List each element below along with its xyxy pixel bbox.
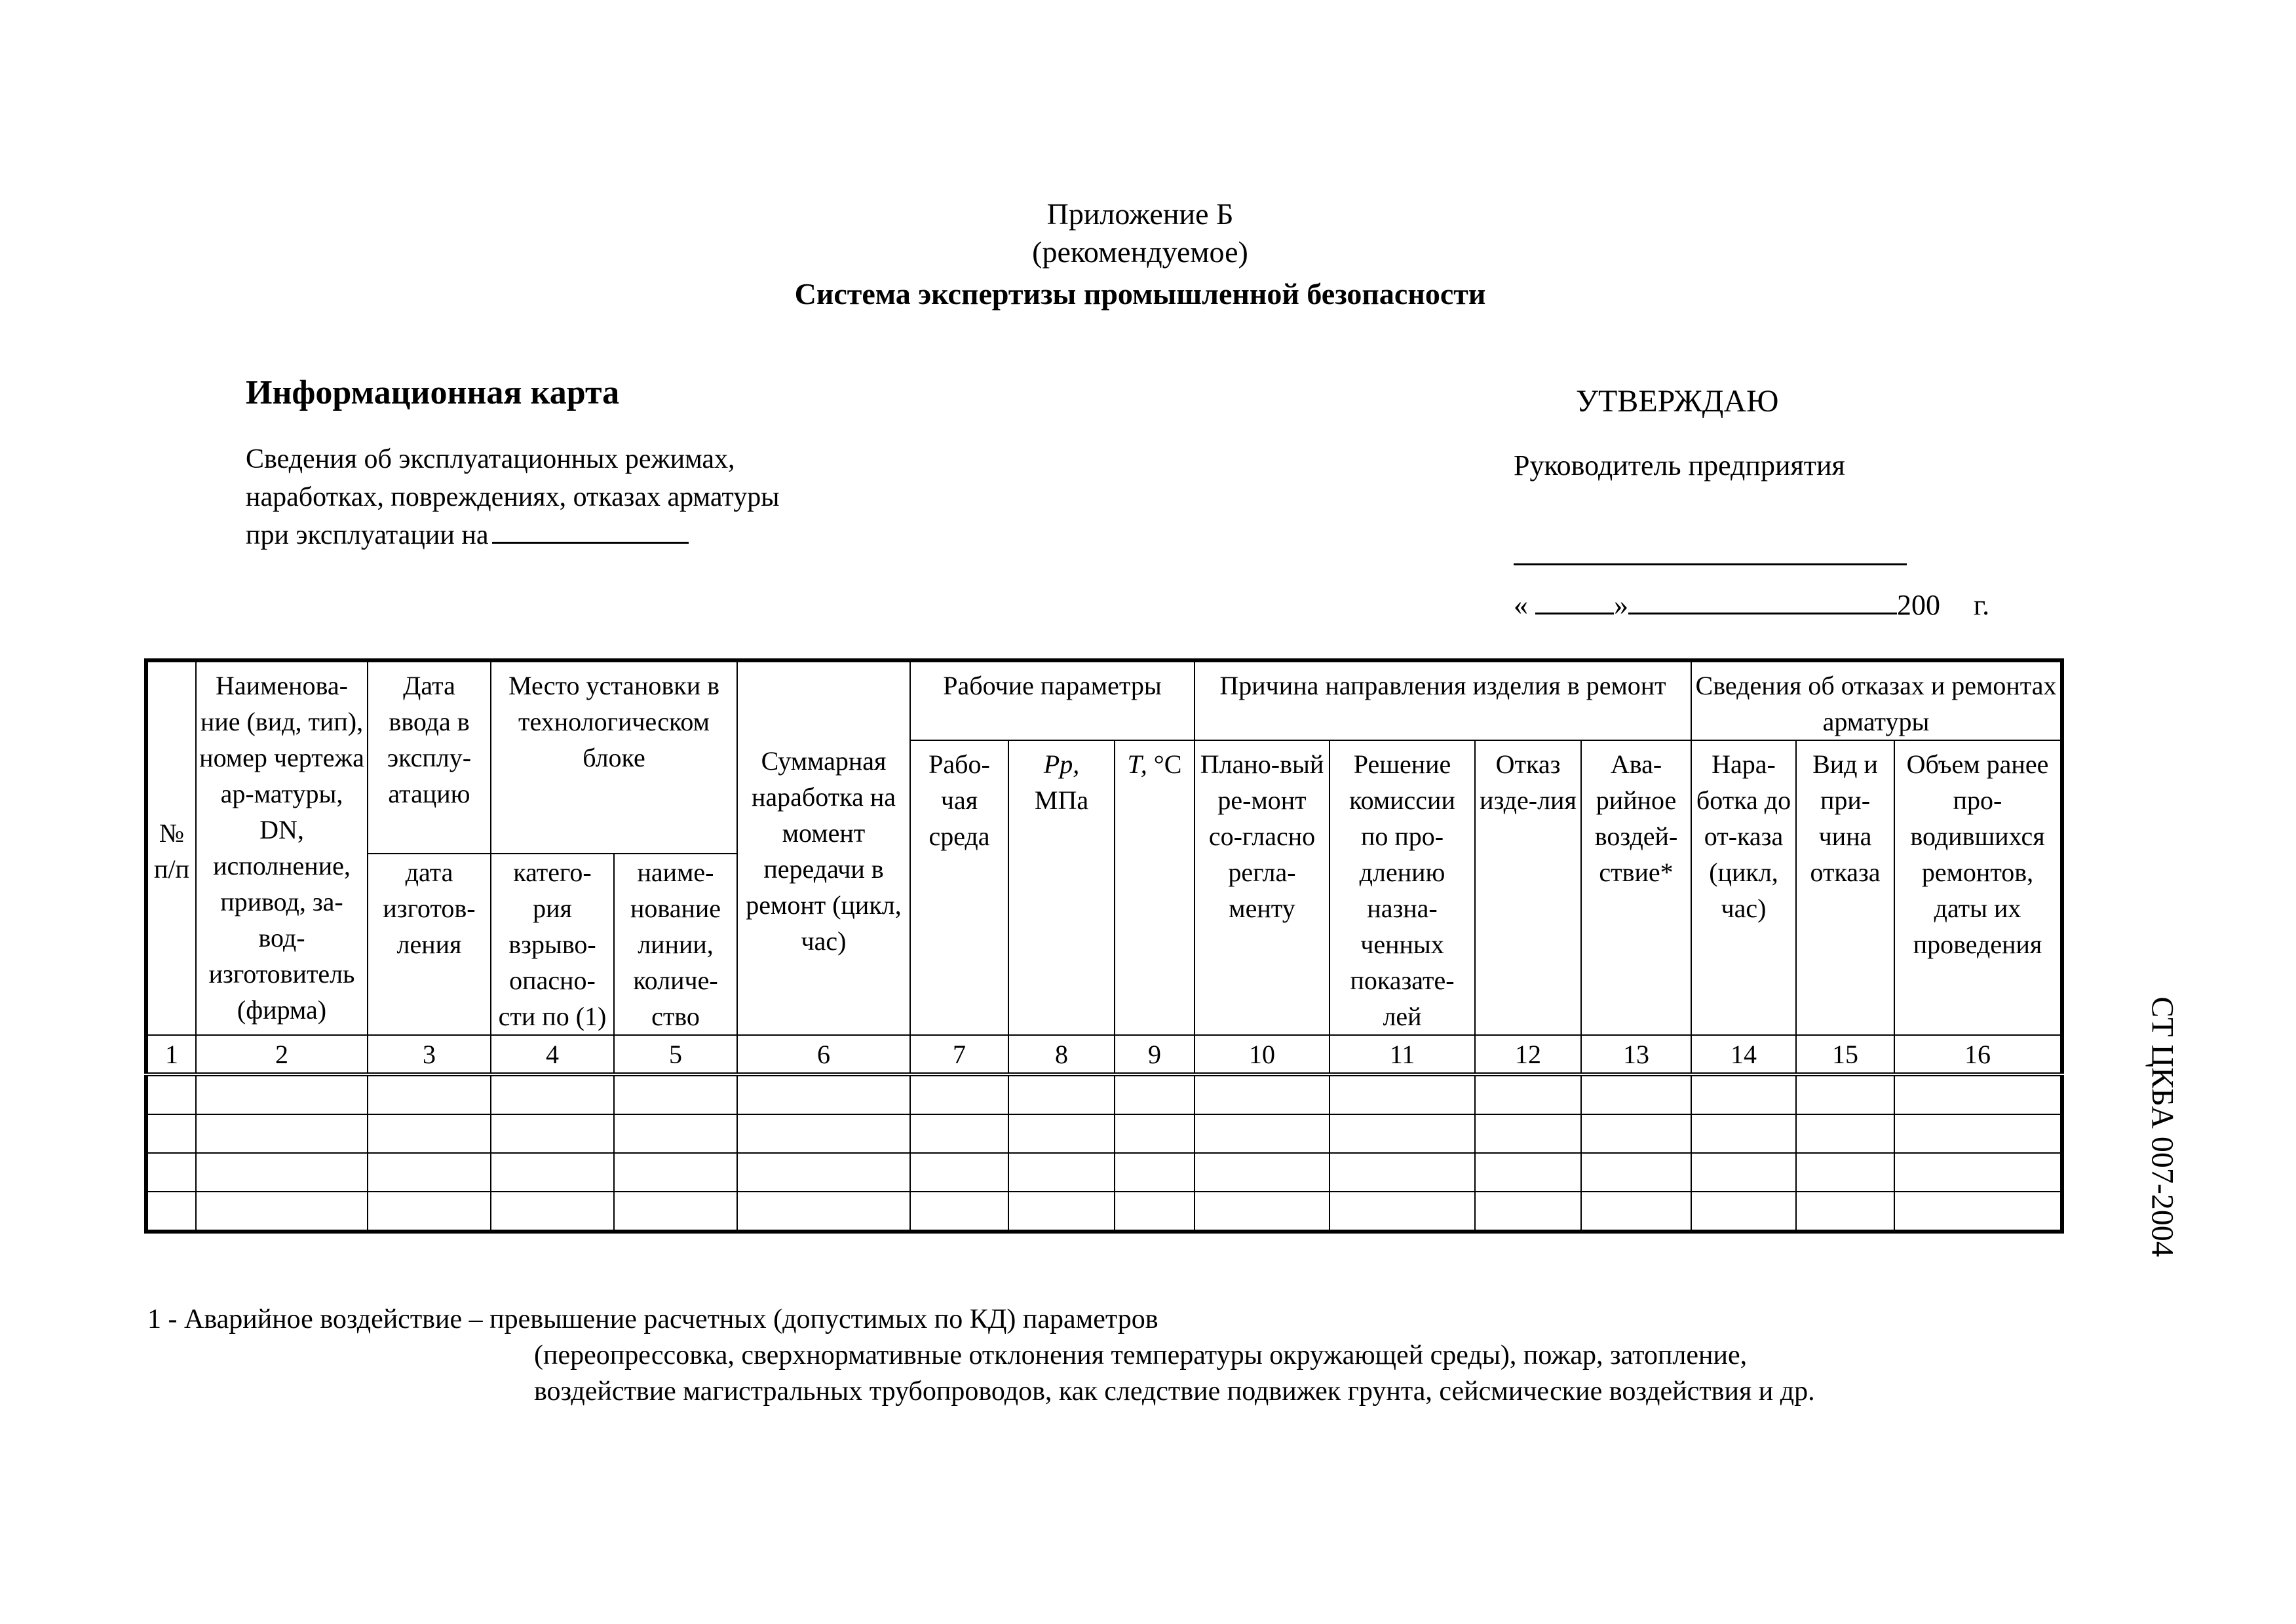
date-open-quote: « <box>1514 589 1528 621</box>
col-number: 1 <box>146 1035 196 1074</box>
table-cell[interactable] <box>146 1192 196 1232</box>
table-cell[interactable] <box>1894 1114 2062 1153</box>
header-failure-info: Сведения об отказах и ремонтах арматуры <box>1691 660 2062 740</box>
card-desc-line-2: наработках, повреждениях, отказах арматуры <box>246 482 780 512</box>
table-cell[interactable] <box>1115 1114 1195 1153</box>
table-cell[interactable] <box>368 1153 491 1192</box>
header-work-medium: Рабо-чая среда <box>910 740 1008 1035</box>
header-planned-repair: Плано-вый ре-монт со-гласно регла-менту <box>1195 740 1330 1035</box>
signature-line[interactable] <box>1514 563 1907 565</box>
table-cell[interactable] <box>146 1153 196 1192</box>
table-cell[interactable] <box>1581 1074 1691 1114</box>
table-cell[interactable] <box>1475 1153 1581 1192</box>
table-row <box>146 1114 2062 1153</box>
card-description <box>246 440 779 554</box>
period-blank-field[interactable] <box>492 519 689 544</box>
table-row <box>146 1192 2062 1232</box>
table-cell[interactable] <box>1195 1192 1330 1232</box>
appendix-status: (рекомендуемое) <box>1032 235 1248 269</box>
table-cell[interactable] <box>910 1074 1008 1114</box>
header-install-place: Место установки в технологическом блоке <box>491 660 737 854</box>
table-cell[interactable] <box>1115 1074 1195 1114</box>
footnote-line-3: воздействие магистральных трубопроводов, как следствие подвижек грунта, сейсмические воздействия и др. <box>534 1376 1815 1407</box>
table-cell[interactable] <box>1796 1153 1894 1192</box>
col-number: 14 <box>1691 1035 1796 1074</box>
col-number: 4 <box>491 1035 614 1074</box>
date-close-quote: » <box>1614 589 1628 621</box>
system-title: Система экспертизы промышленной безопасности <box>794 277 1486 311</box>
table-cell[interactable] <box>1475 1074 1581 1114</box>
col-number: 6 <box>737 1035 910 1074</box>
col-number: 7 <box>910 1035 1008 1074</box>
table-cell[interactable] <box>1008 1074 1115 1114</box>
table-cell[interactable] <box>1581 1192 1691 1232</box>
header-temperature <box>1115 740 1195 1035</box>
date-day-blank[interactable] <box>1535 586 1614 614</box>
approval-role: Руководитель предприятия <box>1514 449 1845 482</box>
header-commission-date: Дата ввода в эксплу-атацию <box>368 660 491 854</box>
temp-unit: °С <box>1153 749 1182 779</box>
table-cell[interactable] <box>1691 1074 1796 1114</box>
header-repair-reason: Причина направления изделия в ремонт <box>1195 660 1691 740</box>
table-cell[interactable] <box>368 1074 491 1114</box>
table-cell[interactable] <box>491 1114 614 1153</box>
header-emergency-impact: Ава-рийное воздей-ствие* <box>1581 740 1691 1035</box>
table-cell[interactable] <box>1475 1192 1581 1232</box>
header-no: № п/п <box>146 660 196 1035</box>
col-number: 5 <box>614 1035 737 1074</box>
table-cell[interactable] <box>614 1153 737 1192</box>
header-name: Наименова-ние (вид, тип), номер чертежа ар-матуры, DN, исполнение, привод, за-вод-изготовитель (фирма) <box>196 660 368 1035</box>
header-line-name: наиме-нование линии, количе-ство <box>614 854 737 1035</box>
header-pressure <box>1008 740 1115 1035</box>
header-commission-decision: Решение комиссии по про-длению назна-ченных показате-лей <box>1330 740 1475 1035</box>
table-cell[interactable] <box>1796 1192 1894 1232</box>
table-cell[interactable] <box>1008 1192 1115 1232</box>
table-cell[interactable] <box>368 1114 491 1153</box>
col-number: 13 <box>1581 1035 1691 1074</box>
table-cell[interactable] <box>196 1192 368 1232</box>
approval-title: УТВЕРЖДАЮ <box>1576 384 1779 419</box>
table-row <box>146 1074 2062 1114</box>
table-cell[interactable] <box>1330 1192 1475 1232</box>
card-desc-line-1: Сведения об эксплуатационных режимах, <box>246 444 735 474</box>
pressure-unit: МПа <box>1034 785 1089 815</box>
footnote-line-2: (переопрессовка, сверхнормативные отклонения температуры окружающей среды), пожар, затопление, <box>534 1340 1748 1370</box>
table-cell[interactable] <box>1115 1192 1195 1232</box>
header-total-runtime: Суммарная наработка на момент передачи в ремонт (цикл, час) <box>737 660 910 1035</box>
col-number: 10 <box>1195 1035 1330 1074</box>
table-cell[interactable] <box>1330 1114 1475 1153</box>
table-cell[interactable] <box>1691 1153 1796 1192</box>
table-cell[interactable] <box>1475 1114 1581 1153</box>
table-cell[interactable] <box>1581 1153 1691 1192</box>
header-manufacture-date: дата изготов-ления <box>368 854 491 1035</box>
date-year: 200 <box>1897 589 1940 621</box>
col-number: 12 <box>1475 1035 1581 1074</box>
date-month-blank[interactable] <box>1628 586 1897 614</box>
table-cell[interactable] <box>1796 1114 1894 1153</box>
table-cell[interactable] <box>1894 1153 2062 1192</box>
header-product-failure: Отказ изде-лия <box>1475 740 1581 1035</box>
table-row <box>146 1153 2062 1192</box>
table-cell[interactable] <box>146 1074 196 1114</box>
col-number: 16 <box>1894 1035 2062 1074</box>
table-cell[interactable] <box>1115 1153 1195 1192</box>
table-cell[interactable] <box>1330 1153 1475 1192</box>
table-cell[interactable] <box>737 1153 910 1192</box>
card-desc-line-3-text: при эксплуатации на <box>246 520 489 550</box>
info-card-table <box>144 658 2064 1234</box>
card-desc-line-3 <box>246 516 779 554</box>
table-cell[interactable] <box>910 1114 1008 1153</box>
table-cell[interactable] <box>737 1114 910 1153</box>
table-cell[interactable] <box>196 1074 368 1114</box>
appendix-title: Приложение Б <box>1046 197 1234 231</box>
pressure-symbol: Рр, <box>1043 749 1080 779</box>
header-explosion-category: катего-рия взрыво-опасно-сти по (1) <box>491 854 614 1035</box>
date-year-suffix: г. <box>1974 589 1990 621</box>
col-number: 3 <box>368 1035 491 1074</box>
col-number: 9 <box>1115 1035 1195 1074</box>
col-number: 2 <box>196 1035 368 1074</box>
table-cell[interactable] <box>368 1192 491 1232</box>
table-cell[interactable] <box>1195 1114 1330 1153</box>
header-failure-runtime: Нара-ботка до от-каза (цикл, час) <box>1691 740 1796 1035</box>
table-cell[interactable] <box>1330 1074 1475 1114</box>
column-numbers-row <box>146 1035 2062 1074</box>
table-cell[interactable] <box>910 1153 1008 1192</box>
header-failure-type: Вид и при-чина отказа <box>1796 740 1894 1035</box>
table-cell[interactable] <box>1691 1192 1796 1232</box>
header-work-params: Рабочие параметры <box>910 660 1195 740</box>
table-cell[interactable] <box>491 1074 614 1114</box>
table-cell[interactable] <box>491 1153 614 1192</box>
table-cell[interactable] <box>1008 1153 1115 1192</box>
header-repair-volume: Объем ранее про-водившихся ремонтов, даты их проведения <box>1894 740 2062 1035</box>
table-cell[interactable] <box>1894 1192 2062 1232</box>
table-cell[interactable] <box>737 1074 910 1114</box>
col-number: 8 <box>1008 1035 1115 1074</box>
temp-symbol: Т, <box>1127 749 1147 779</box>
table-cell[interactable] <box>1691 1114 1796 1153</box>
table-cell[interactable] <box>196 1153 368 1192</box>
table-cell[interactable] <box>1195 1153 1330 1192</box>
col-number: 15 <box>1796 1035 1894 1074</box>
table-cell[interactable] <box>491 1192 614 1232</box>
footnote-line-1: 1 - Аварийное воздействие – превышение расчетных (допустимых по КД) параметров <box>147 1304 1158 1334</box>
table-cell[interactable] <box>910 1192 1008 1232</box>
table-cell[interactable] <box>614 1114 737 1153</box>
table-cell[interactable] <box>614 1192 737 1232</box>
table-cell[interactable] <box>1796 1074 1894 1114</box>
table-cell[interactable] <box>1894 1074 2062 1114</box>
table-cell[interactable] <box>1195 1074 1330 1114</box>
col-number: 11 <box>1330 1035 1475 1074</box>
table-cell[interactable] <box>1008 1114 1115 1153</box>
table-cell[interactable] <box>1581 1114 1691 1153</box>
table-cell[interactable] <box>196 1114 368 1153</box>
table-cell[interactable] <box>146 1114 196 1153</box>
table-cell[interactable] <box>737 1192 910 1232</box>
standard-code: СТ ЦКБА 007-2004 <box>2145 996 2180 1257</box>
card-title: Информационная карта <box>246 374 620 411</box>
table-cell[interactable] <box>614 1074 737 1114</box>
approval-date <box>1514 586 1989 622</box>
